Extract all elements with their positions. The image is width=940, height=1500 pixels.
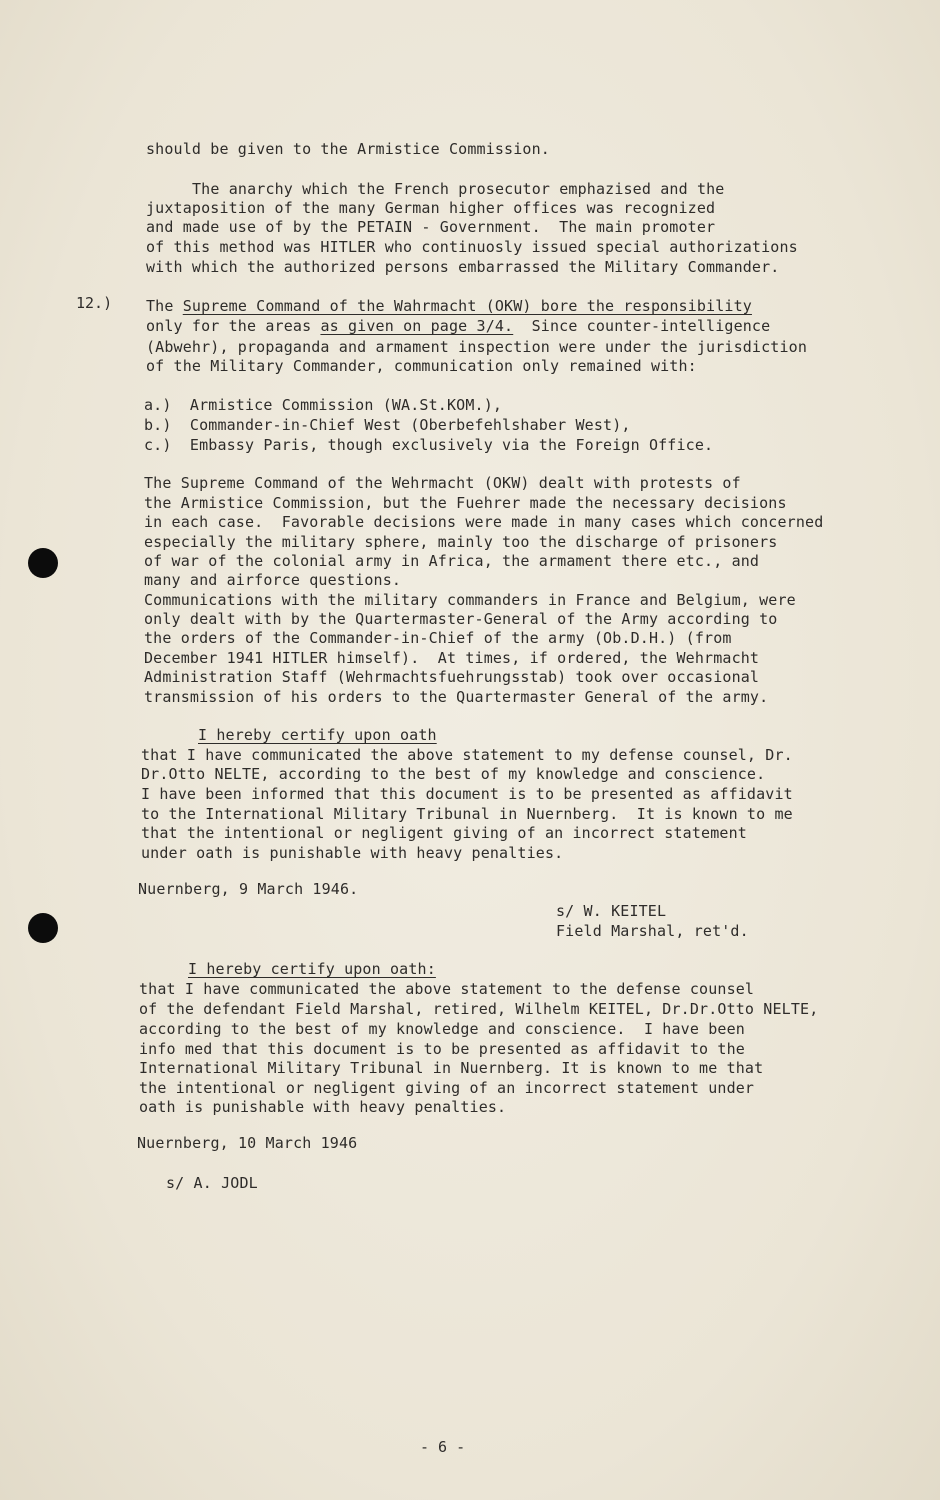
oath-line: I have been informed that this document is to be presented as affidavit bbox=[141, 785, 793, 803]
underlined-phrase: as given on page 3/4. bbox=[320, 317, 514, 335]
place-date: Nuernberg, 10 March 1946 bbox=[137, 1134, 358, 1152]
page-number: - 6 - bbox=[420, 1438, 466, 1456]
oath-line: International Military Tribunal in Nuernberg. It is known to me that bbox=[139, 1059, 764, 1077]
oath-line: under oath is punishable with heavy penalties. bbox=[141, 844, 564, 862]
paragraph-line: December 1941 HITLER himself). At times, if ordered, the Wehrmacht bbox=[144, 649, 760, 667]
section-line: of the Military Commander, communication only remained with: bbox=[146, 357, 697, 375]
oath-line: that the intentional or negligent giving of an incorrect statement bbox=[141, 824, 747, 842]
oath-line: that I have communicated the above statement to the defense counsel bbox=[139, 980, 755, 998]
section-line bbox=[146, 297, 752, 316]
text-fragment: Since counter-intelligence bbox=[513, 317, 771, 335]
signature: s/ W. KEITEL bbox=[556, 902, 667, 920]
paragraph-line: in each case. Favorable decisions were made in many cases which concerned bbox=[144, 513, 824, 531]
paragraph-line: and made use of by the PETAIN - Government. The main promoter bbox=[146, 218, 716, 236]
paragraph-line: with which the authorized persons embarrassed the Military Commander. bbox=[146, 258, 780, 276]
oath-line: Dr.Otto NELTE, according to the best of my knowledge and conscience. bbox=[141, 765, 766, 783]
text-fragment: only for the areas bbox=[146, 317, 321, 335]
oath-line: to the International Military Tribunal in Nuernberg. It is known to me bbox=[141, 805, 793, 823]
paragraph-line: the Armistice Commission, but the Fuehrer made the necessary decisions bbox=[144, 494, 787, 512]
oath-line: oath is punishable with heavy penalties. bbox=[139, 1098, 507, 1116]
section-line: (Abwehr), propaganda and armament inspection were under the jurisdiction bbox=[146, 338, 808, 356]
section-number: 12.) bbox=[76, 294, 113, 312]
punch-hole bbox=[28, 913, 58, 943]
signature-title: Field Marshal, ret'd. bbox=[556, 922, 749, 940]
paragraph-line: especially the military sphere, mainly too the discharge of prisoners bbox=[144, 533, 778, 551]
paragraph-line: Communications with the military commanders in France and Belgium, were bbox=[144, 591, 796, 609]
signature: s/ A. JODL bbox=[166, 1174, 258, 1192]
oath-heading: I hereby certify upon oath bbox=[198, 726, 437, 744]
oath-line: according to the best of my knowledge and conscience. I have been bbox=[139, 1020, 745, 1038]
paragraph-line: many and airforce questions. bbox=[144, 571, 402, 589]
list-item: b.) Commander-in-Chief West (Oberbefehlshaber West), bbox=[144, 416, 631, 434]
paragraph-line: of this method was HITLER who continuosly issued special authorizations bbox=[146, 238, 798, 256]
oath-line: that I have communicated the above statement to my defense counsel, Dr. bbox=[141, 746, 793, 764]
paragraph-line: The Supreme Command of the Wehrmacht (OKW) dealt with protests of bbox=[144, 474, 741, 492]
oath-heading: I hereby certify upon oath: bbox=[188, 960, 436, 978]
opening-line: should be given to the Armistice Commission. bbox=[146, 140, 550, 158]
list-item: a.) Armistice Commission (WA.St.KOM.), bbox=[144, 396, 503, 414]
paragraph-line: of war of the colonial army in Africa, the armament there etc., and bbox=[144, 552, 760, 570]
oath-line: info med that this document is to be presented as affidavit to the bbox=[139, 1040, 745, 1058]
paragraph-line: juxtaposition of the many German higher offices was recognized bbox=[146, 199, 716, 217]
paragraph-line: The anarchy which the French prosecutor emphazised and the bbox=[192, 180, 725, 198]
paragraph-line: Administration Staff (Wehrmachtsfuehrungsstab) took over occasional bbox=[144, 668, 760, 686]
underlined-phrase: Supreme Command of the Wahrmacht (OKW) bore the responsibility bbox=[182, 297, 752, 315]
section-line bbox=[146, 317, 770, 336]
oath-line: of the defendant Field Marshal, retired, Wilhelm KEITEL, Dr.Dr.Otto NELTE, bbox=[139, 1000, 819, 1018]
oath-line: the intentional or negligent giving of an incorrect statement under bbox=[139, 1079, 755, 1097]
punch-hole bbox=[28, 548, 58, 578]
text-fragment: The bbox=[146, 297, 183, 315]
paragraph-line: the orders of the Commander-in-Chief of the army (Ob.D.H.) (from bbox=[144, 629, 732, 647]
paragraph-line: only dealt with by the Quartermaster-General of the Army according to bbox=[144, 610, 778, 628]
paragraph-line: transmission of his orders to the Quartermaster General of the army. bbox=[144, 688, 769, 706]
place-date: Nuernberg, 9 March 1946. bbox=[138, 880, 359, 898]
list-item: c.) Embassy Paris, though exclusively via the Foreign Office. bbox=[144, 436, 714, 454]
